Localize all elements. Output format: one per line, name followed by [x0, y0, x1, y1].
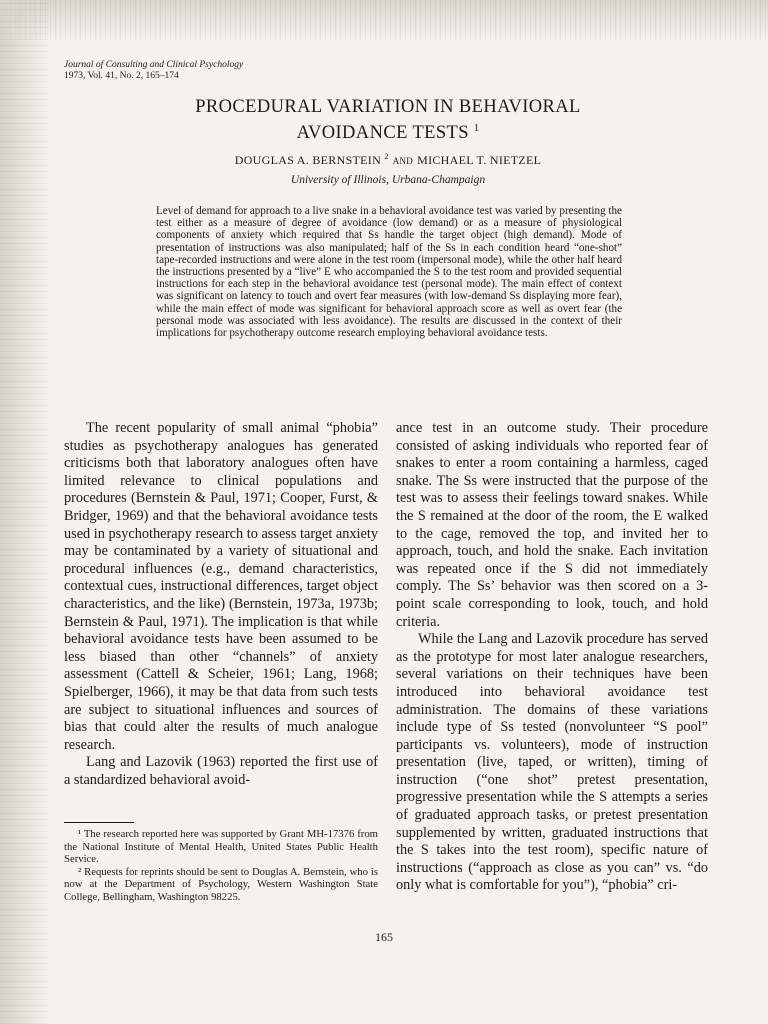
footnote-rule	[64, 822, 134, 823]
body-paragraph: Lang and Lazovik (1963) reported the first use of a standardized behavioral avoid-	[64, 754, 378, 788]
author-1-footnote-mark: 2	[384, 152, 389, 161]
journal-name: Journal of Consulting and Clinical Psychology	[64, 60, 244, 70]
author-2: MICHAEL T. NIETZEL	[417, 153, 542, 167]
title-line-2: AVOIDANCE TESTS	[296, 123, 469, 144]
article-title	[100, 96, 676, 144]
footnote-2: ² Requests for reprints should be sent to Douglas A. Bernstein, who is now at the Department of Psychology, Western Washington State College, Bellingham, Washington 98225.	[64, 865, 378, 903]
body-paragraph: While the Lang and Lazovik procedure has served as the prototype for most later analogue researchers, several variations on their techniques have been introduced into behavioral avoidance test administration. The domains of these variations include type of Ss tested (nonvolunteer “S pool” participants vs. volunteers), mode of instruction presentation (live, taped, or written), timing of instruction (“one shot” pretest presentation, progressive presentation while the S attempts a series of graduated approach tasks, or pretest presentation supplemented by written, graduated instructions that the S takes into the test room), specific nature of instructions (“approach as close as you can” vs. “do only what is comfortable for you”), “phobia” cri-	[396, 631, 708, 894]
body-paragraph: ance test in an outcome study. Their procedure consisted of asking individuals who reported fear of snakes to enter a room containing a harmless, caged snake. The Ss were instructed that the purpose of the test was to assess their feelings toward snakes. While the S remained at the door of the room, the E walked to the cage, removed the top, and invited her to approach, touch, and hold the snake. Each invitation was repeated once if the S did not immediately comply. The Ss’ behavior was then scored on a 3-point scale corresponding to look, touch, and hold criteria.	[396, 420, 708, 630]
journal-citation	[64, 60, 243, 82]
affiliation: University of Illinois, Urbana-Champaign	[290, 174, 486, 186]
abstract: Level of demand for approach to a live snake in a behavioral avoidance test was varied by presenting the test either as a measure of degree of avoidance (low demand) or as a measure of physiological components of anxiety which required that Ss handle the target object (high demand). Mode of presentation of instructions was also manipulated; half of the Ss in each condition heard “one-shot” tape-recorded instructions and were alone in the test room (impersonal mode), while the other half heard the instructions presented by a “live” E who accompanied the S to the test room and provided sequential instructions for each step in the behavioral avoidance test (personal mode). The main effect of context was significant on latency to touch and overt fear measures (with low-demand Ss displaying more fear), while the main effect of mode was significant for behavioral approach score as well as overt fear (the personal mode was associated with less avoidance). The results are discussed in the context of their implications for psychotherapy outcome research employing behavioral avoidance tests.	[156, 205, 622, 340]
page-number: 165	[375, 930, 393, 944]
journal-volume: 1973, Vol. 41, No. 2, 165–174	[64, 71, 179, 81]
body-column-right	[396, 420, 708, 895]
scan-artifact-top	[0, 0, 768, 40]
body-column-left	[64, 420, 378, 789]
author-conjunction: AND	[392, 156, 414, 166]
body-paragraph: The recent popularity of small animal “phobia” studies as psychotherapy analogues has generated criticisms both that laboratory analogues often have limited relevance to clinical populations and procedures (Bernstein & Paul, 1971; Cooper, Furst, & Bridger, 1969) and that the behavioral avoidance tests used in psychotherapy research to assess target anxiety may be contaminated by a variety of situational and procedural influences (e.g., demand characteristics, contextual cues, instructional differences, target object characteristics, and the like) (Bernstein, 1973a, 1973b; Bernstein & Paul, 1971). The implication is that while behavioral avoidance tests have been assumed to be less biased than other “channels” of anxiety assessment (Cattell & Scheier, 1961; Lang, 1968; Spielberger, 1966), it may be that data from such tests are subject to situational influences and sources of bias that could alter the results of much analogue research.	[64, 420, 378, 753]
footnote-1: ¹ The research reported here was supported by Grant MH-17376 from the National Institute of Mental Health, United States Public Health Service.	[64, 828, 378, 866]
title-footnote-mark: 1	[473, 123, 480, 134]
footnotes	[64, 828, 378, 904]
author-list	[100, 152, 676, 168]
title-line-1: PROCEDURAL VARIATION IN BEHAVIORAL	[195, 97, 581, 117]
author-1: DOUGLAS A. BERNSTEIN	[234, 153, 382, 167]
scan-artifact-left	[0, 0, 48, 1024]
